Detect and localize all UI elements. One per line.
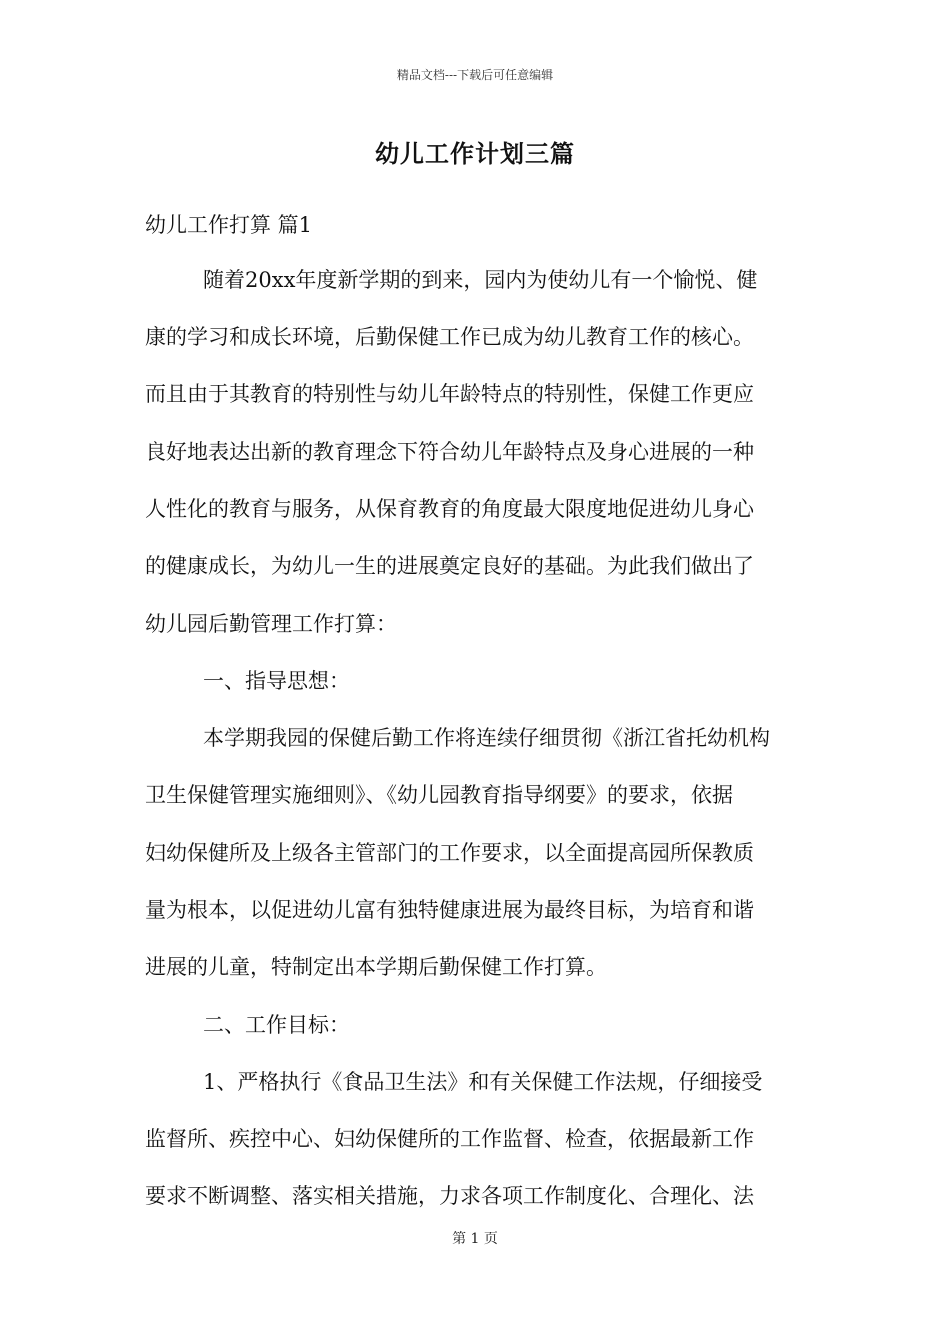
paragraph-line: 人性化的教育与服务，从保育教育的角度最大限度地促进幼儿身心 [145,497,754,521]
subsection-heading: 二、工作目标： [203,1013,350,1037]
paragraph-line: 进展的儿童，特制定出本学期后勤保健工作打算。 [145,955,607,979]
paragraph-line: 1、严格执行《食品卫生法》和有关保健工作法规，仔细接受 [203,1070,763,1094]
paragraph-line: 康的学习和成长环境，后勤保健工作已成为幼儿教育工作的核心。 [145,325,754,349]
document-title: 幼儿工作计划三篇 [375,139,575,168]
page-number: 第 1 页 [452,1231,498,1247]
paragraph-line: 要求不断调整、落实相关措施，力求各项工作制度化、合理化、法 [145,1184,754,1208]
paragraph-line: 量为根本，以促进幼儿富有独特健康进展为最终目标，为培育和谐 [145,898,754,922]
paragraph-line: 幼儿园后勤管理工作打算： [145,612,397,636]
page-header-note: 精品文档---下载后可任意编辑 [396,68,554,82]
paragraph-line: 而且由于其教育的特别性与幼儿年龄特点的特别性，保健工作更应 [145,382,754,406]
paragraph-line: 卫生保健管理实施细则》、《幼儿园教育指导纲要》的要求，依据 [145,783,733,807]
subsection-heading: 一、指导思想： [203,669,350,693]
section-heading: 幼儿工作打算 篇1 [145,213,313,237]
paragraph-line: 本学期我园的保健后勤工作将连续仔细贯彻《浙江省托幼机构 [203,726,770,750]
paragraph-line: 良好地表达出新的教育理念下符合幼儿年龄特点及身心进展的一种 [145,440,754,464]
paragraph-line: 妇幼保健所及上级各主管部门的工作要求，以全面提高园所保教质 [145,841,754,865]
paragraph-line: 随着20xx年度新学期的到来，园内为使幼儿有一个愉悦、健 [203,268,758,292]
paragraph-line: 的健康成长，为幼儿一生的进展奠定良好的基础。为此我们做出了 [145,554,754,578]
paragraph-line: 监督所、疾控中心、妇幼保健所的工作监督、检查，依据最新工作 [145,1127,754,1151]
